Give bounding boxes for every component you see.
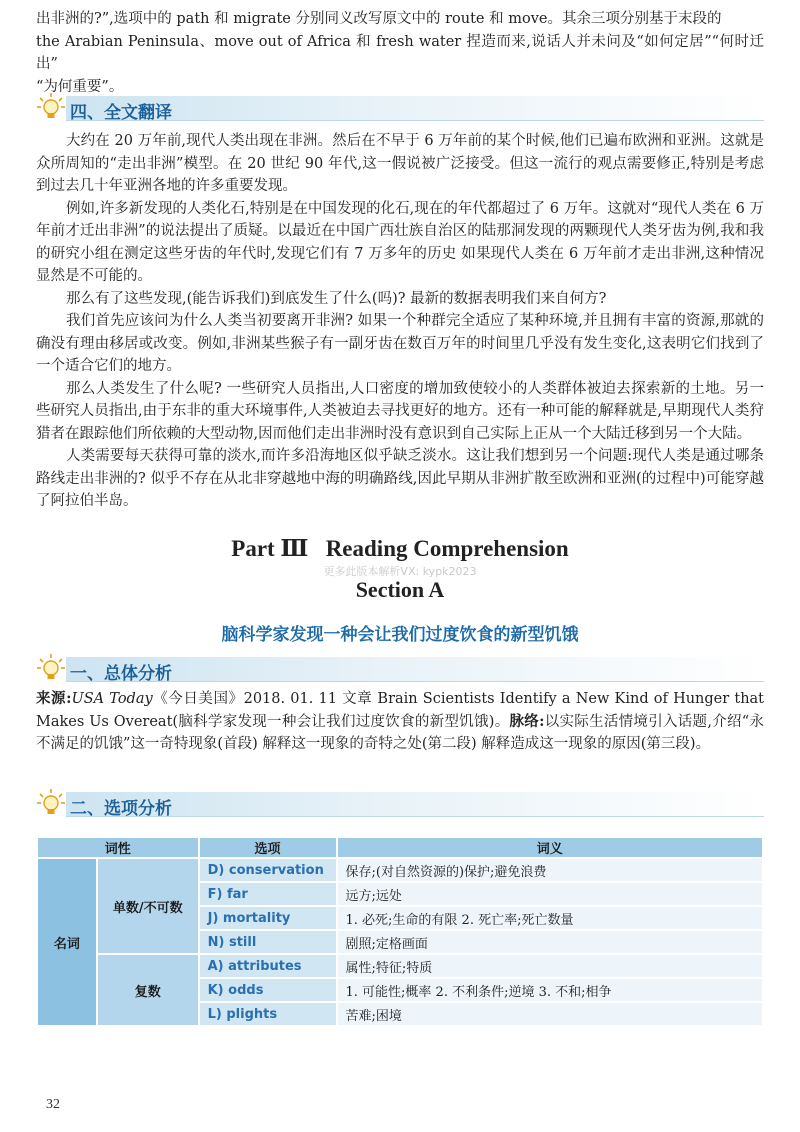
lightbulb-icon	[36, 653, 66, 683]
meaning-cell: 远方;远处	[337, 882, 764, 906]
option-cell: A) attributes	[199, 954, 337, 978]
option-cell: F) far	[199, 882, 337, 906]
translation-body	[36, 130, 764, 513]
translation-paragraph: 我们首先应该问为什么人类当初要离开非洲? 如果一个种群完全适应了某种环境,并且拥有丰富的资源,那就的确没有理由移居或改变。例如,非洲某些猴子有一副牙齿在数百万年的时间里几乎没有发生变化,这表明它们找到了一个适合它们的地方。	[36, 313, 764, 374]
lightbulb-icon	[36, 92, 66, 122]
table-header: 选项	[199, 837, 337, 858]
option-cell: N) still	[199, 930, 337, 954]
translation-paragraph: 例如,许多新发现的人类化石,特别是在中国发现的化石,现在的年代都超过了 6 万年。这就对“现代人类在 6 万年前才迁出非洲”的说法提出了质疑。以最近在中国广西壮族自治区的陆那洞发现的两颗现代人类牙齿为例,我和我的研究小组在测定这些牙齿的年代时,发现它们有 7 万多年的历史 如果现代人类在 6 万年前才走出非洲,这种情况显然是不可能的。	[36, 200, 764, 284]
option-cell: K) odds	[199, 978, 337, 1002]
meaning-cell: 苦难;困境	[337, 1002, 764, 1026]
translation-paragraph: 那么有了这些发现,(能告诉我们)到底发生了什么(吗)? 最新的数据表明我们来自何方?	[66, 290, 607, 307]
translation-paragraph: 那么人类发生了什么呢? 一些研究人员指出,人口密度的增加致使较小的人类群体被迫去探索新的土地。另一些研究人员指出,由于东非的重大环境事件,人类被迫去寻找更好的地方。还有一种可能的解释就是,早期现代人类狩猎者在跟踪他们所依赖的大型动物,因而他们走出非洲时没有意识到自己实际上正从一个大陆迁移到另一个大陆。	[36, 380, 764, 442]
section-header-translation	[36, 92, 764, 122]
table-header: 词义	[337, 837, 764, 858]
option-cell: D) conservation	[199, 858, 337, 882]
translation-paragraph: 人类需要每天获得可靠的淡水,而许多沿海地区似乎缺乏淡水。这让我们想到另一个问题:现代人类是通过哪条路线走出非洲的? 似乎不存在从北非穿越地中海的明确路线,因此早期从非洲扩散至欧洲和亚洲(的过程中)可能穿越了阿拉伯半岛。	[36, 448, 764, 509]
meaning-cell: 剧照;定格画面	[337, 930, 764, 954]
structure-label: 脉络:	[509, 712, 545, 730]
page-number: 32	[46, 1097, 60, 1112]
table-row	[37, 954, 763, 978]
option-cell: L) plights	[199, 1002, 337, 1026]
part-title: Part Ⅲ Reading Comprehension	[231, 536, 569, 561]
option-cell: J) mortality	[199, 906, 337, 930]
vocabulary-table	[36, 836, 764, 1027]
intro-line: the Arabian Peninsula、move out of Africa 和 fresh water 捏造而来,说话人并未问及“如何定居”“何时迁出”	[36, 33, 764, 72]
meaning-cell: 1. 可能性;概率 2. 不利条件;逆境 3. 不和;相争	[337, 978, 764, 1002]
source-publication: USA Today	[71, 691, 153, 707]
source-details: 《今日美国》2018. 01. 11 文章 Brain Scientists Identify a New Kind of Hunger that Makes Us Overeat(脑科学家发现一种会让我们过度饮食的新型饥饿)。	[36, 691, 764, 730]
section-title: 二、选项分析	[70, 799, 172, 819]
table-header: 词性	[37, 837, 199, 858]
intro-paragraph	[36, 8, 764, 98]
structure-text: 以实际生活情境引入话题,介绍“永不满足的饥饿”这一奇特现象(首段) 解释这一现象的奇特之处(第二段) 解释造成这一现象的原因(第三段)。	[36, 713, 764, 752]
article-title: 脑科学家发现一种会让我们过度饮食的新型饥饿	[221, 625, 579, 645]
translation-paragraph: 大约在 20 万年前,现代人类出现在非洲。然后在不早于 6 万年前的某个时候,他们已遍布欧洲和亚洲。这就是众所周知的“走出非洲”模型。在 20 世纪 90 年代,这一假说被广泛接受。但这一流行的观点需要修正,特别是考虑到过去几十年亚洲各地的许多重要发现。	[36, 133, 764, 194]
source-paragraph	[36, 688, 764, 756]
watermark: 更多此版本解析VX: kypk2023	[323, 565, 477, 578]
table-row	[37, 858, 763, 882]
part-of-speech-cell: 名词	[37, 858, 97, 1026]
meaning-cell: 属性;特征;特质	[337, 954, 764, 978]
section-title-a: Section A	[355, 577, 445, 602]
number-group-cell: 复数	[97, 954, 199, 1026]
meaning-cell: 1. 必死;生命的有限 2. 死亡率;死亡数量	[337, 906, 764, 930]
section-header-overview	[36, 653, 764, 683]
intro-line: 出非洲的?”,选项中的 path 和 migrate 分别同义改写原文中的 route 和 move。其余三项分别基于末段的	[36, 11, 722, 27]
section-title: 一、总体分析	[70, 664, 172, 684]
section-title: 四、全文翻译	[70, 103, 172, 123]
section-header-options	[36, 788, 764, 818]
table-header-row	[37, 837, 763, 858]
source-label: 来源:	[36, 690, 72, 707]
meaning-cell: 保存;(对自然资源的)保护;避免浪费	[337, 858, 764, 882]
intro-line: “为何重要”。	[36, 78, 124, 95]
lightbulb-icon	[36, 788, 66, 818]
number-group-cell: 单数/不可数	[97, 858, 199, 954]
